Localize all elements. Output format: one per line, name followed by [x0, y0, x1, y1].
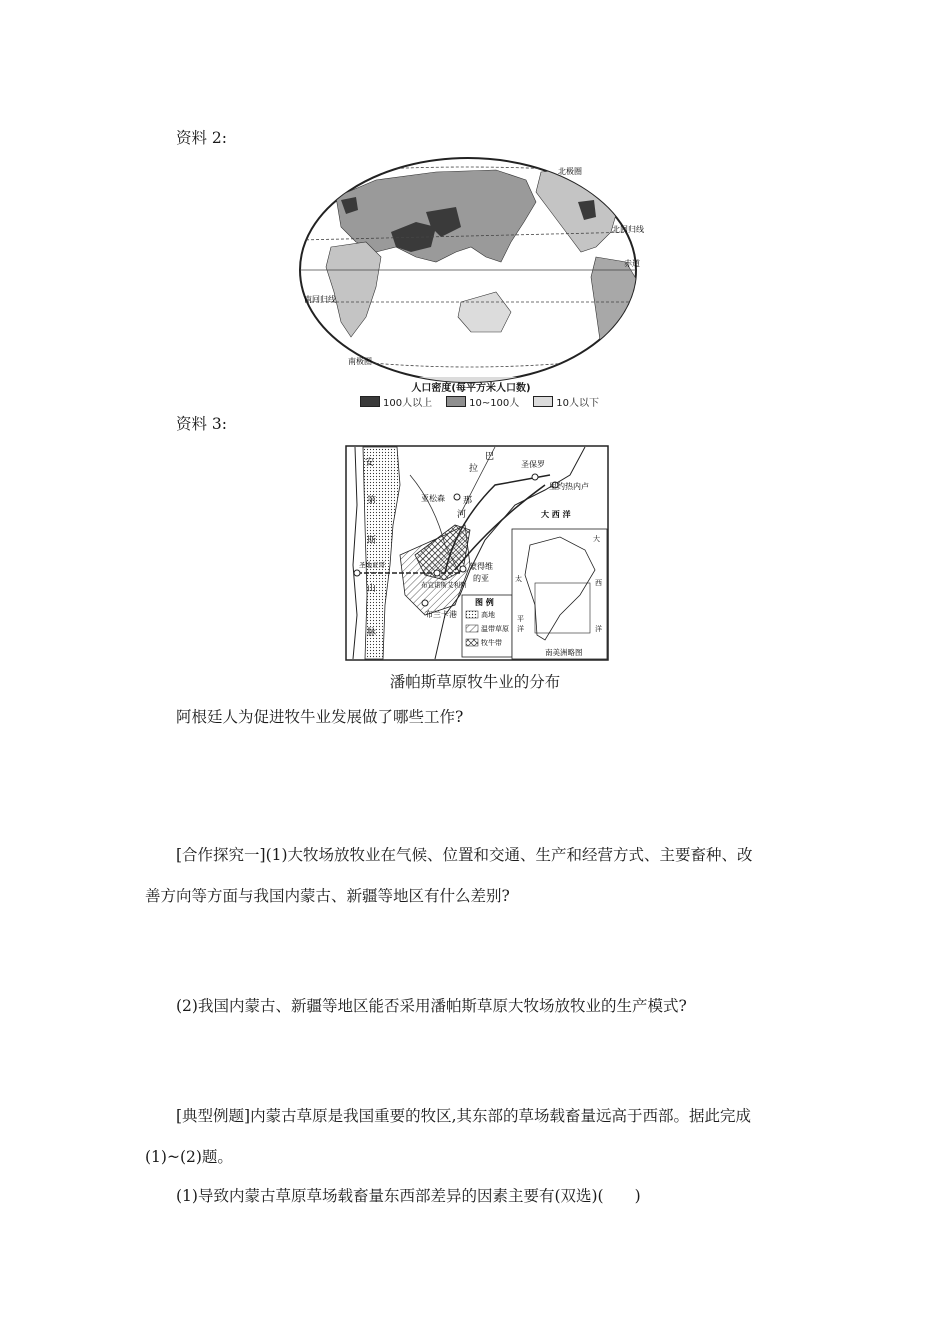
- svg-text:山: 山: [367, 584, 377, 594]
- map-caption: 潘帕斯草原牧牛业的分布: [389, 673, 561, 691]
- antarctic-label: 南极圈: [348, 357, 372, 366]
- svg-text:布宜诺斯艾利斯: 布宜诺斯艾利斯: [421, 581, 467, 589]
- svg-text:大 西 洋: 大 西 洋: [541, 510, 571, 519]
- svg-text:西: 西: [595, 579, 602, 587]
- svg-text:洋: 洋: [595, 625, 602, 633]
- svg-text:大: 大: [593, 535, 600, 543]
- svg-text:斯: 斯: [367, 536, 377, 546]
- svg-text:里约热内卢: 里约热内卢: [549, 482, 589, 491]
- tropic-cancer-label: 北回归线: [612, 225, 644, 234]
- svg-text:南美洲略图: 南美洲略图: [545, 648, 583, 657]
- material3-label: 资料 3:: [176, 415, 228, 433]
- svg-text:洋: 洋: [517, 625, 524, 633]
- population-legend: [360, 394, 599, 409]
- equator-label: 赤道: [624, 259, 640, 268]
- svg-text:温带草原: 温带草原: [481, 625, 509, 633]
- example-line2: (1)~(2)题。: [145, 1148, 233, 1166]
- svg-text:巴: 巴: [485, 452, 495, 462]
- svg-text:布兰卡港: 布兰卡港: [425, 610, 457, 619]
- material2-label: 资料 2:: [176, 129, 228, 147]
- svg-text:牧牛带: 牧牛带: [481, 639, 502, 647]
- svg-text:第: 第: [367, 496, 377, 506]
- world-population-map: [296, 152, 646, 410]
- svg-text:高地: 高地: [481, 611, 495, 619]
- svg-text:蒙得维: 蒙得维: [469, 562, 493, 571]
- population-legend-title: 人口密度(每平方米人口数): [411, 383, 531, 394]
- inquiry-q2: (2)我国内蒙古、新疆等地区能否采用潘帕斯草原大牧场放牧业的生产模式?: [176, 997, 687, 1015]
- legend-item-medium: 10~100人: [469, 398, 520, 409]
- svg-text:拉: 拉: [469, 464, 479, 474]
- example-line1: [典型例题]内蒙古草原是我国重要的牧区,其东部的草场载畜量远高于西部。据此完成: [176, 1107, 752, 1125]
- svg-text:河: 河: [457, 510, 467, 520]
- svg-text:圣保罗: 圣保罗: [521, 460, 545, 469]
- svg-text:脉: 脉: [367, 628, 377, 638]
- svg-text:太: 太: [515, 575, 522, 583]
- pampas-cattle-map: [345, 445, 609, 661]
- arctic-label: 北极圈: [558, 167, 582, 176]
- legend-item-dense: 100人以上: [383, 398, 433, 409]
- example-q1: (1)导致内蒙古草原草场载畜量东西部差异的因素主要有(双选)( ): [176, 1187, 641, 1205]
- svg-text:安: 安: [365, 458, 375, 468]
- legend-item-sparse: 10人以下: [556, 398, 600, 409]
- inquiry-q1-line1: [合作探究一](1)大牧场放牧业在气候、位置和交通、生产和经营方式、主要畜种、改: [176, 846, 753, 864]
- question-main: 阿根廷人为促进牧牛业发展做了哪些工作?: [176, 708, 464, 726]
- svg-text:圣地亚哥: 圣地亚哥: [359, 561, 385, 569]
- tropic-capricorn-label: 南回归线: [304, 295, 336, 304]
- inquiry-q1-line2: 善方向等方面与我国内蒙古、新疆等地区有什么差别?: [145, 887, 510, 905]
- svg-text:亚松森: 亚松森: [421, 494, 445, 503]
- svg-text:平: 平: [517, 615, 524, 623]
- svg-text:那: 那: [463, 496, 473, 506]
- svg-text:图 例: 图 例: [475, 598, 494, 607]
- svg-text:的亚: 的亚: [473, 574, 489, 583]
